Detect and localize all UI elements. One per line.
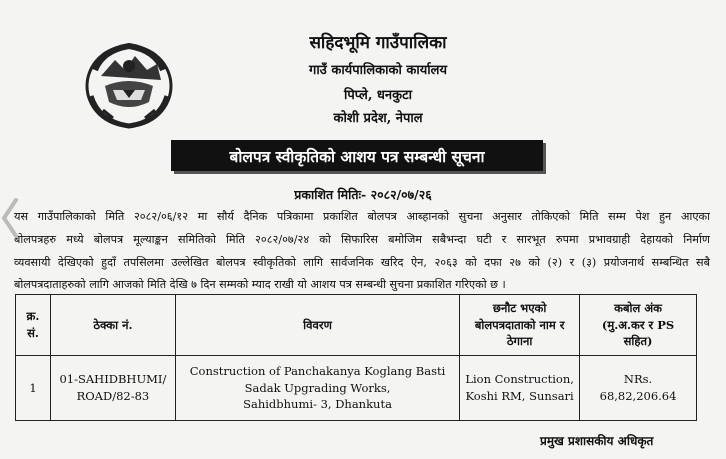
cell-description: Construction of Panchakanya Koglang Basti Sadak Upgrading Works, Sahidbhumi- 3, Dhankuta	[175, 356, 459, 421]
header-sn: क्र. सं.	[16, 295, 51, 356]
signatory-title: प्रमुख प्रशासकीय अधिकृत	[540, 434, 654, 448]
chevron-left-icon[interactable]	[0, 196, 20, 240]
header-bidder: छनौट भएको बोलपत्रदाताको नाम र ठेगाना	[460, 295, 580, 356]
header-description: विवरण	[175, 295, 459, 356]
header-amount: कबोल अंक (मु.अ.कर र PS सहित)	[580, 295, 697, 356]
body-text-line: बोलपत्रदाताहरुको लागि आजको मिति देखि ७ दिन सम्मको म्याद राखी यो आशय पत्र सम्बन्धी सुचना प्रकाशित गरिएको छ ।	[14, 278, 506, 291]
table-row	[16, 356, 697, 421]
office-address: पिप्ले, धनकुटा	[344, 88, 412, 103]
notice-title: बोलपत्र स्वीकृतिको आशय पत्र सम्बन्धी सूचना	[229, 146, 485, 166]
cell-bidder: Lion Construction, Koshi RM, Sunsari	[460, 356, 580, 421]
table-header-row	[16, 295, 697, 356]
published-date: प्रकाशित मितिः- २०८२/०७/२६	[294, 187, 432, 202]
nepal-emblem-icon	[83, 40, 175, 130]
body-text-line: यस गाउँपालिकाको मिति २०८२/०६/१२ मा सौर्य दैनिक पत्रिकामा प्रकाशित बोलपत्र आब्हानको सुचना अनुसार तोकिएको मिति सम्म पेश हुन आएका	[14, 210, 710, 223]
header-contract-no: ठेक्का नं.	[50, 295, 175, 356]
cell-contract-no: 01-SAHIDBHUMI/ ROAD/82-83	[50, 356, 175, 421]
body-text-line: व्यवसायी देखिएको हुदाँ तपसिलमा उल्लेखित बोलपत्र स्वीकृतिको लागि सार्वजनिक खरिद ऐन, २०६३ को दफा २७ को (२) र (३) प्रयोजनार्थ सम्बन्धित सबै	[14, 256, 710, 269]
province-name: कोशी प्रदेश, नेपाल	[333, 111, 423, 126]
municipality-name: सहिदभूमि गाउँपालिका	[309, 33, 447, 53]
body-text-line: बोलपत्रहरु मध्ये बोलपत्र मूल्याङ्कन समितिको मिति २०८२/०७/२४ को सिफारिस बमोजिम सबैभन्दा घटी र सारभूत रुपमा प्रभावग्राही देहायको निर्माण	[14, 233, 710, 246]
contract-table	[15, 294, 697, 421]
cell-amount: NRs. 68,82,206.64	[580, 356, 697, 421]
cell-sn: 1	[16, 356, 51, 421]
notice-title-banner	[171, 140, 543, 171]
office-name: गाउँ कार्यपालिकाको कार्यालय	[309, 63, 447, 78]
